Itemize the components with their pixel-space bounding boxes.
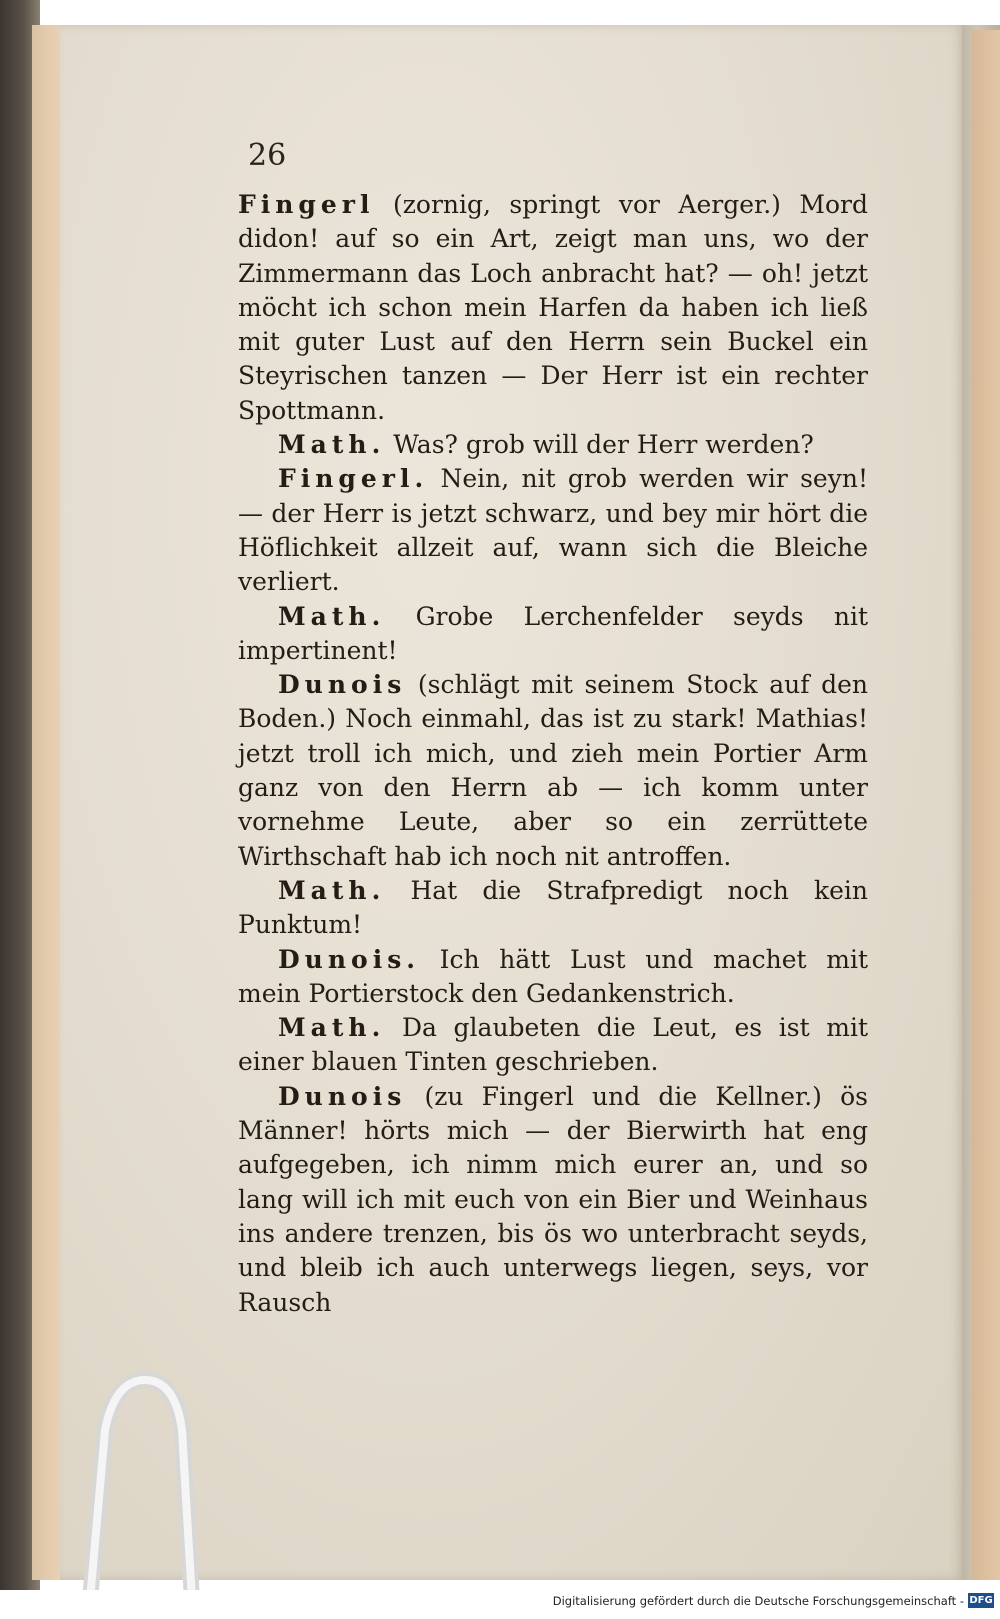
- speech-text: Da glaubeten die Leut, es ist mit einer blauen Tinten geschrieben.: [238, 1013, 868, 1077]
- speaker-name: Dunois: [278, 1081, 407, 1111]
- dfg-logo: DFG: [969, 1595, 993, 1606]
- speech-text: (zu Fingerl und die Kellner.) ös Männer! hörts mich — der Bierwirth hat eng aufgegeben, ich nimm mich eurer an, und so lang will ich mit euch von ein Bier und Weinhaus ins andere trenzen, bis ös wo unterbracht seyds, und bleib ich auch unterwegs liegen, seys, vor Rausch: [238, 1081, 868, 1317]
- paragraph: [238, 462, 868, 599]
- speech-text: (zornig, springt vor Aerger.) Mord didon! auf so ein Art, zeigt man uns, wo der Zimmermann das Loch anbracht hat? — oh! jetzt möcht ich schon mein Harfen da haben ich ließ mit guter Lust auf den Herrn sein Buckel ein Steyrischen tanzen — Der Herr ist ein rechter Spottmann.: [238, 190, 868, 425]
- paragraph: [238, 600, 868, 669]
- page-clip-tweezers: [70, 1370, 200, 1600]
- page-number: 26: [248, 138, 287, 173]
- speech-text: (schlägt mit seinem Stock auf den Boden.) Noch einmahl, das ist zu stark! Mathias! jetzt troll ich mich, und zieh mein Portier Arm ganz von den Herrn ab — ich komm unter vornehme Leute, aber so ein zerrüttete Wirthschaft hab ich noch nit antroffen.: [238, 670, 869, 871]
- speaker-name: Dunois.: [278, 944, 420, 974]
- speaker-name: Fingerl.: [278, 464, 429, 494]
- speaker-name: Math.: [278, 1013, 386, 1043]
- paragraph: [238, 188, 868, 428]
- paragraph: [238, 1080, 868, 1320]
- speaker-name: Dunois: [278, 670, 407, 700]
- speech-text: Grobe Lerchenfelder seyds nit impertinent!: [238, 601, 868, 665]
- speech-text: Hat die Strafpredigt noch kein Punktum!: [238, 875, 868, 940]
- speech-text: Ich hätt Lust und machet mit mein Portierstock den Gedankenstrich.: [238, 944, 868, 1008]
- page-text: [238, 188, 868, 1320]
- paragraph: [238, 943, 868, 1012]
- funding-credit: Digitalisierung gefördert durch die Deutsche Forschungsgemeinschaft -: [552, 1594, 964, 1608]
- paragraph: [238, 1011, 868, 1080]
- speech-text: Nein, nit grob werden wir seyn! — der Herr is jetzt schwarz, und bey mir hört die Höflichkeit allzeit auf, wann sich die Bleiche verliert.: [238, 464, 868, 597]
- speaker-name: Math.: [278, 601, 386, 631]
- speaker-name: Fingerl: [238, 190, 375, 219]
- paragraph: [238, 428, 868, 462]
- speech-text: Was? grob will der Herr werden?: [393, 430, 814, 460]
- paragraph: [238, 668, 868, 874]
- speaker-name: Math.: [278, 430, 386, 460]
- next-page-edge: [972, 30, 1000, 1580]
- footer-bar: [0, 1590, 1000, 1619]
- paragraph: [238, 874, 868, 943]
- speaker-name: Math.: [278, 875, 386, 905]
